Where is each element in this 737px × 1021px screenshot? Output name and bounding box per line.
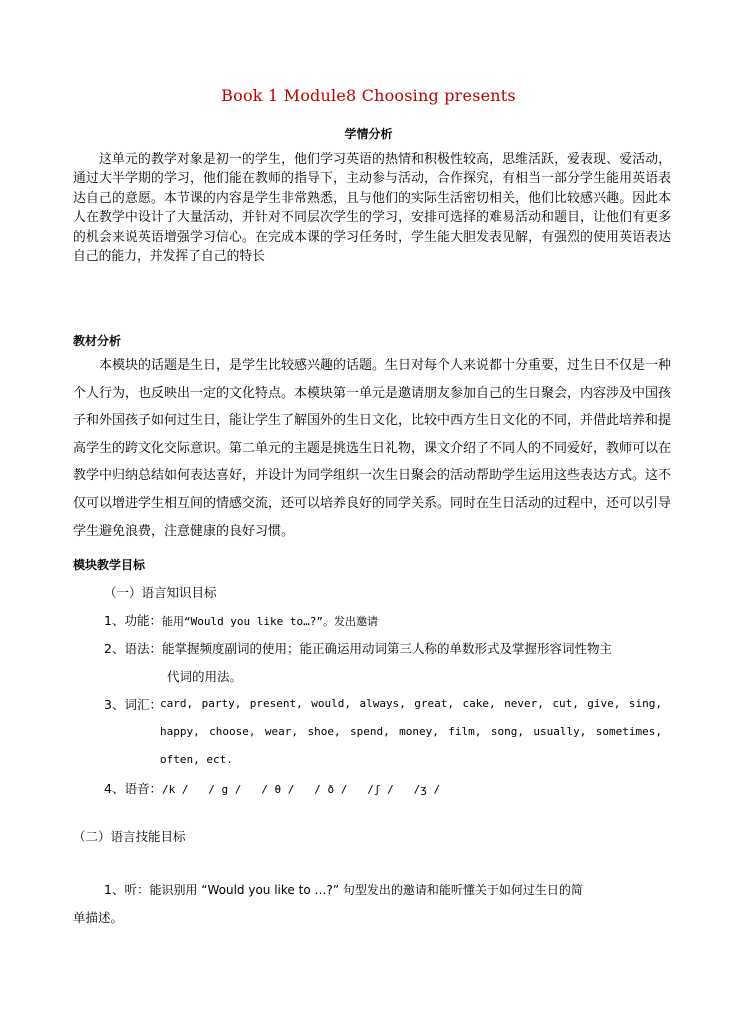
function-label: 1、功能： xyxy=(104,613,162,628)
listening-item xyxy=(104,880,583,898)
pronunciation-label: 4、语音： xyxy=(104,781,162,796)
pronunciation-item xyxy=(104,779,440,797)
grammar-label: 2、语法： xyxy=(104,641,162,656)
learner-analysis-paragraph: 这单元的教学对象是初一的学生，他们学习英语的热情和积极性较高，思维活跃，爱表现、爱活动，通过大半学期的学习，他们能在教师的指导下，主动参与活动，合作探究，有相当一部分学生能用英语表达自己的意愿。本节课的内容是学生非常熟悉，且与他们的实际生活密切相关，他们比较感兴趣。因此本人在教学中设计了大量活动，并针对不同层次学生的学习，安排可选择的难易活动和题目，让他们有更多的机会来说英语增强学习信心。在完成本课的学习任务时，学生能大胆发表见解，有强烈的使用英语表达自己的能力，并发挥了自己的特长 xyxy=(73,152,671,265)
material-analysis-heading: 教材分析 xyxy=(73,334,122,348)
learner-analysis-heading: 学情分析 xyxy=(344,127,393,141)
function-item xyxy=(104,611,378,629)
function-text: 能用“Would you like to…?”。发出邀请 xyxy=(161,615,379,628)
listening-label: 1、听： xyxy=(104,882,150,897)
language-knowledge-subheading: （一）语言知识目标 xyxy=(104,585,217,600)
grammar-text-line2: 代词的用法。 xyxy=(167,669,243,684)
module-goals-heading: 模块教学目标 xyxy=(73,558,146,572)
vocabulary-line2: happy, choose, wear, shoe, spend, money, film, song, usually, sometimes, xyxy=(160,725,662,738)
material-analysis-paragraph: 本模块的话题是生日，是学生比较感兴趣的话题。生日对每个人来说都十分重要，过生日不仅是一种个人行为，也反映出一定的文化特点。本模块第一单元是邀请朋友参加自己的生日聚会，内容涉及中国孩子和外国孩子如何过生日，能让学生了解国外的生日文化，比较中西方生日文化的不同，并借此培养和提高学生的跨文化交际意识。第二单元的主题是挑选生日礼物，课文介绍了不同人的不同爱好，教师可以在教学中归纳总结如何表达喜好，并设计为同学组织一次生日聚会的活动帮助学生运用这些表达方式。这不仅可以增进学生相互间的情感交流，还可以培养良好的同学关系。同时在生日活动的过程中，还可以引导学生避免浪费，注意健康的良好习惯。 xyxy=(73,358,672,539)
grammar-text-line1: 能掌握频度副词的使用；能正确运用动词第三人称的单数形式及掌握形容词性物主 xyxy=(161,641,612,656)
listening-text-line2: 单描述。 xyxy=(73,910,124,925)
vocabulary-label: 3、词汇： xyxy=(104,697,162,712)
listening-text-line1: 能识别用 “Would you like to …?” 句型发出的邀请和能听懂关于如何过生日的简 xyxy=(149,883,583,897)
document-title: Book 1 Module8 Choosing presents xyxy=(221,86,516,105)
language-skills-subheading: （二）语言技能目标 xyxy=(73,829,186,844)
grammar-item xyxy=(104,639,612,657)
vocabulary-line1: card, party, present, would, always, great, cake, never, cut, give, sing, xyxy=(160,697,662,710)
vocabulary-line3: often, ect. xyxy=(160,753,233,766)
pronunciation-symbols: /k / / g / / θ / / ð / /ʃ / /ʒ / xyxy=(161,783,441,796)
